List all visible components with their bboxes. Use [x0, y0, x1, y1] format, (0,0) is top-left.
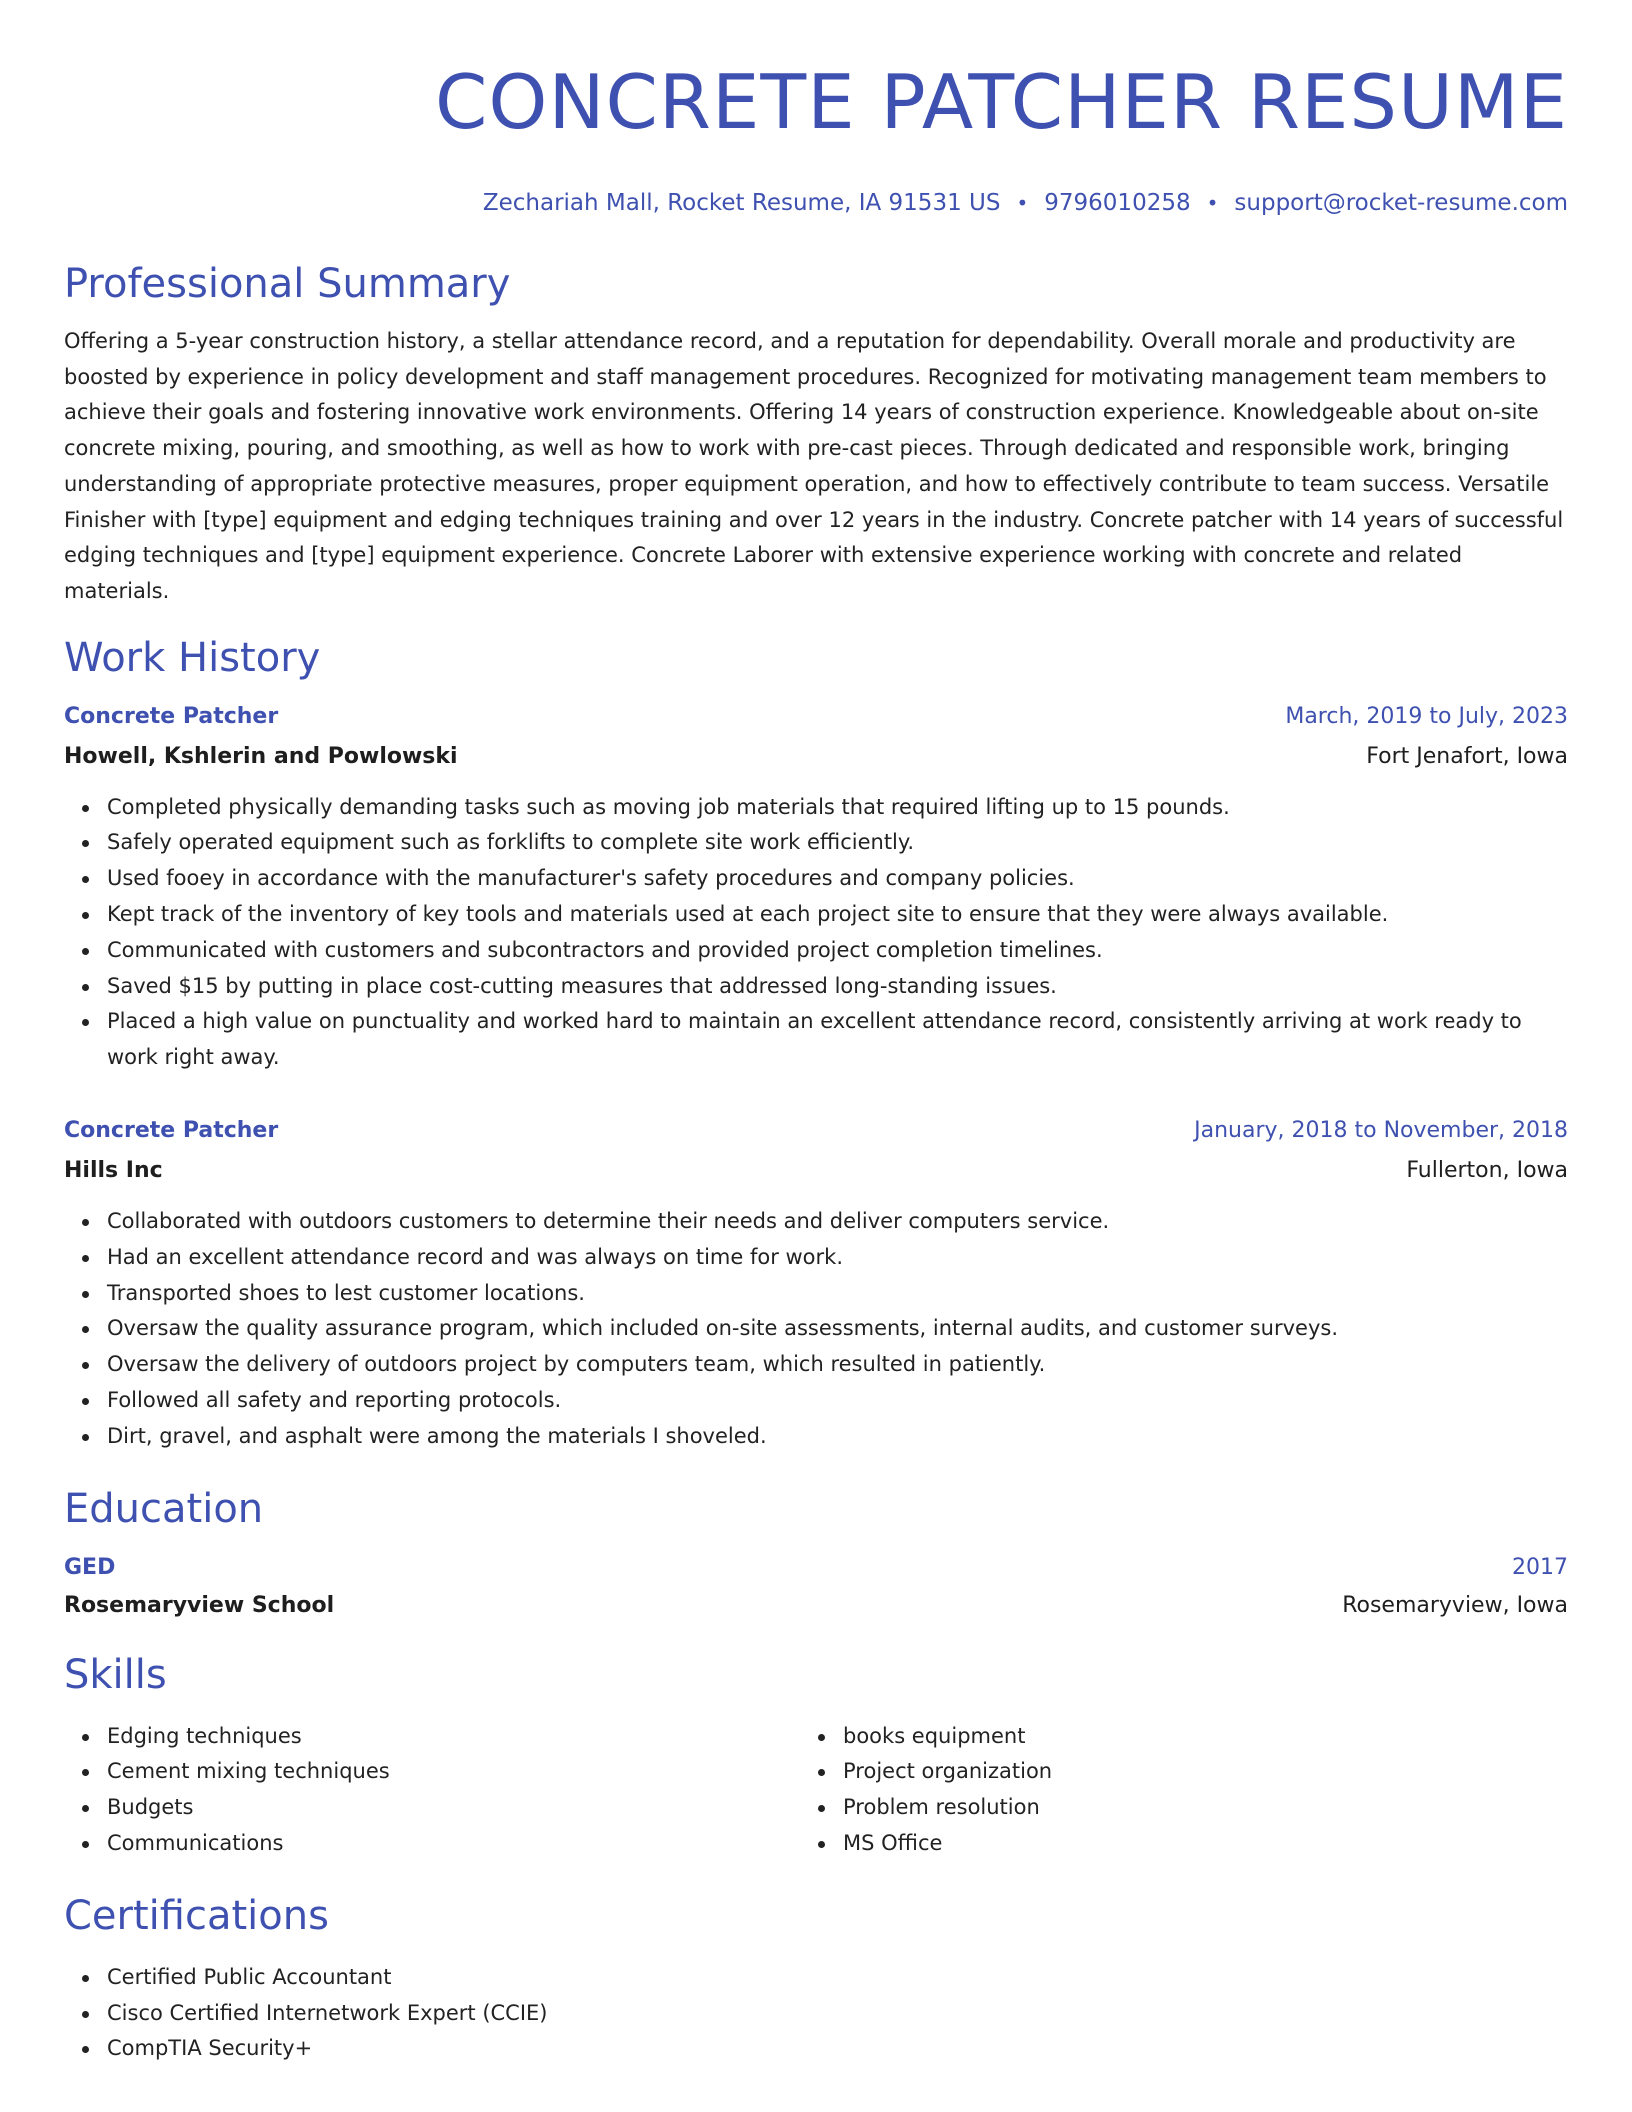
education-heading: Education — [64, 1485, 264, 1532]
job-entry — [64, 702, 1568, 1076]
job-dates: January, 2018 to November, 2018 — [1194, 1118, 1568, 1143]
contact-address: Zechariah Mall, Rocket Resume, IA 91531 US — [482, 190, 1001, 216]
contact-email[interactable]: support@rocket-resume.com — [1234, 190, 1568, 216]
job-location: Fort Jenafort, Iowa — [1366, 743, 1568, 769]
education-year: 2017 — [1512, 1554, 1568, 1580]
contact-separator: • — [1016, 191, 1029, 215]
education-degree: GED — [64, 1554, 116, 1580]
job-dates: March, 2019 to July, 2023 — [1285, 703, 1568, 729]
education-entry — [64, 1553, 1568, 1621]
work-history-heading: Work History — [64, 634, 321, 681]
education-section — [64, 1483, 1568, 1621]
list-item: Edging techniques — [64, 1719, 800, 1755]
education-school: Rosemaryview School — [64, 1592, 335, 1618]
summary-section — [64, 258, 1568, 610]
list-item: Placed a high value on punctuality and worked hard to maintain an excellent attendance record, consistently arriving at work ready to work right away. — [64, 1004, 1568, 1076]
job-company: Howell, Kshlerin and Powlowski — [64, 743, 458, 769]
certifications-section — [64, 1890, 1568, 2067]
skills-list-right — [800, 1719, 1536, 1862]
list-item: Certified Public Accountant — [64, 1960, 1568, 1996]
list-item: Had an excellent attendance record and was always on time for work. — [64, 1240, 1568, 1276]
skills-heading: Skills — [64, 1651, 167, 1698]
resume-header — [64, 54, 1568, 218]
list-item: Safely operated equipment such as forklifts to complete site work efficiently. — [64, 825, 1568, 861]
contact-separator: • — [1206, 191, 1219, 215]
summary-heading: Professional Summary — [64, 261, 511, 307]
job-role: Concrete Patcher — [64, 703, 279, 729]
job-company: Hills Inc — [64, 1158, 163, 1183]
skills-section — [64, 1649, 1568, 1862]
contact-line — [64, 188, 1568, 218]
job-duties-list — [64, 790, 1568, 1076]
education-location: Rosemaryview, Iowa — [1342, 1592, 1568, 1618]
work-history-section — [64, 632, 1568, 1455]
certifications-list — [64, 1960, 1568, 2067]
list-item: Used fooey in accordance with the manufacturer's safety procedures and company policies. — [64, 861, 1568, 897]
job-duties-list — [64, 1204, 1568, 1455]
list-item: Kept track of the inventory of key tools and materials used at each project site to ensure that they were always available. — [64, 897, 1568, 933]
list-item: CompTIA Security+ — [64, 2031, 1568, 2067]
job-role: Concrete Patcher — [64, 1118, 279, 1143]
list-item: Problem resolution — [800, 1790, 1536, 1826]
skills-columns — [64, 1719, 1568, 1862]
list-item: Dirt, gravel, and asphalt were among the materials I shoveled. — [64, 1419, 1568, 1455]
list-item: Cement mixing techniques — [64, 1754, 800, 1790]
list-item: Collaborated with outdoors customers to determine their needs and deliver computers service. — [64, 1204, 1568, 1240]
list-item: Communications — [64, 1826, 800, 1862]
list-item: Transported shoes to lest customer locations. — [64, 1276, 1568, 1312]
list-item: books equipment — [800, 1719, 1536, 1755]
list-item: Budgets — [64, 1790, 800, 1826]
list-item: Oversaw the quality assurance program, which included on-site assessments, internal audits, and customer surveys. — [64, 1311, 1568, 1347]
list-item: MS Office — [800, 1826, 1536, 1862]
contact-phone: 9796010258 — [1044, 190, 1191, 216]
list-item: Oversaw the delivery of outdoors project by computers team, which resulted in patiently. — [64, 1347, 1568, 1383]
list-item: Completed physically demanding tasks such as moving job materials that required lifting up to 15 pounds. — [64, 790, 1568, 826]
resume-title: CONCRETE PATCHER RESUME — [435, 58, 1568, 146]
certifications-heading: Certifications — [64, 1892, 329, 1939]
list-item: Project organization — [800, 1754, 1536, 1790]
list-item: Communicated with customers and subcontractors and provided project completion timelines. — [64, 933, 1568, 969]
list-item: Saved $15 by putting in place cost-cutting measures that addressed long-standing issues. — [64, 969, 1568, 1005]
skills-list-left — [64, 1719, 800, 1862]
job-location: Fullerton, Iowa — [1406, 1158, 1568, 1183]
list-item: Followed all safety and reporting protocols. — [64, 1383, 1568, 1419]
list-item: Cisco Certified Internetwork Expert (CCIE) — [64, 1996, 1568, 2032]
summary-text: Offering a 5-year construction history, a stellar attendance record, and a reputation for dependability. Overall morale and productivity are boosted by experience in policy development and staff management procedures. Recognized for motivating management team members to achieve their goals and fostering innovative work environments. Offering 14 years of construction experience. Knowledgeable about on-site concrete mixing, pouring, and smoothing, as well as how to work with pre-cast pieces. Through dedicated and responsible work, bringing understanding of appropriate protective measures, proper equipment operation, and how to effectively contribute to team success. Versatile Finisher with [type] equipment and edging techniques training and over 12 years in the industry. Concrete patcher with 14 years of successful edging techniques and [type] equipment experience. Concrete Laborer with extensive experience working with concrete and related materials. — [64, 329, 1564, 603]
job-entry — [64, 1116, 1568, 1455]
